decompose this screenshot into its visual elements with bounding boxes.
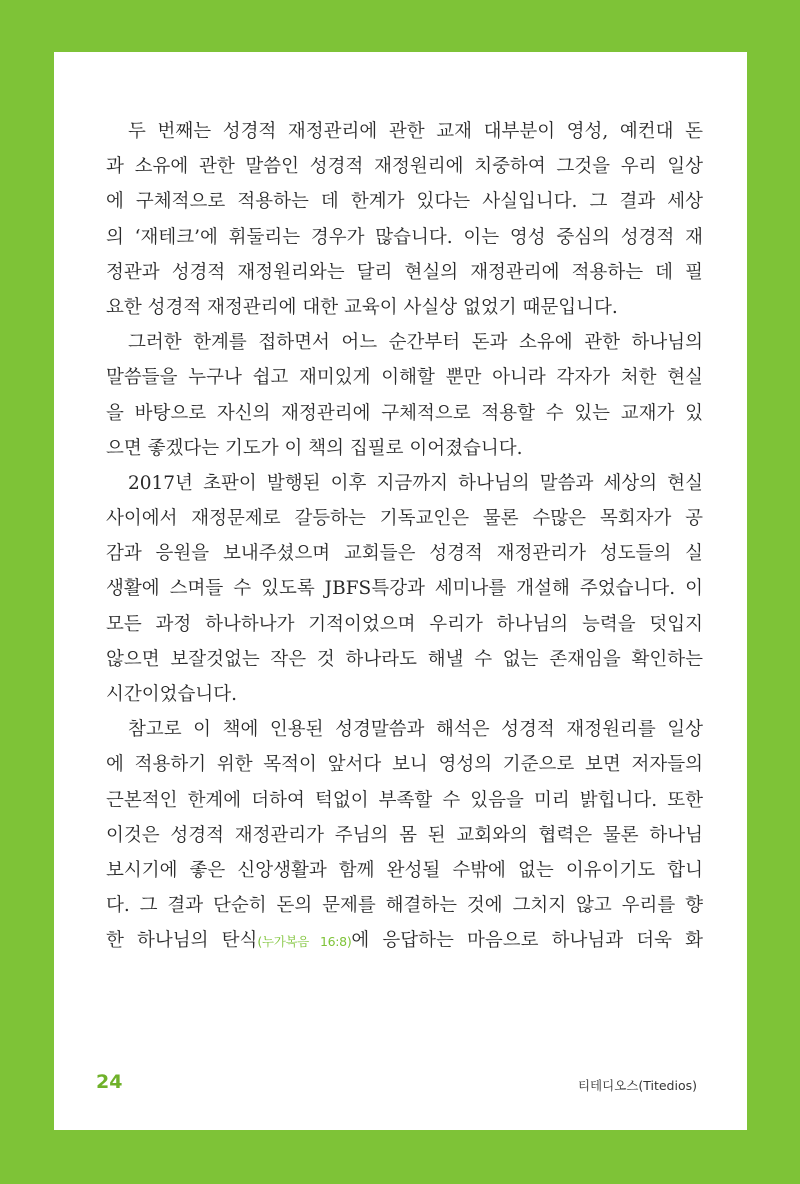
text-line: 에 구체적으로 적용하는 데 한계가 있다는 사실입니다. 그 결과 세상 [106,191,703,213]
scripture-reference: (누가복음 16:8) [257,934,352,950]
text-line: 모든 과정 하나하나가 기적이었으며 우리가 하나님의 능력을 덧입지 [106,613,703,635]
text-line: 정관과 성경적 재정원리와는 달리 현실의 재정관리에 적용하는 데 필 [106,261,703,283]
text-line: 감과 응원을 보내주셨으며 교회들은 성경적 재정관리가 성도들의 실 [106,543,703,565]
text-line: 이것은 성경적 재정관리가 주님의 몸 된 교회와의 협력은 물론 하나님 [106,824,703,846]
text-line: 사이에서 재정문제로 갈등하는 기독교인은 물론 수많은 목회자가 공 [106,508,703,530]
text-line: 말씀들을 누구나 쉽고 재미있게 이해할 뿐만 아니라 각자가 처한 현실 [106,367,703,389]
page-number: 24 [96,1071,123,1093]
text-line: 과 소유에 관한 말씀인 성경적 재정원리에 치중하여 그것을 우리 일상 [106,156,703,178]
text-line: 생활에 스며들 수 있도록 JBFS특강과 세미나를 개설해 주었습니다. 이 [106,578,703,600]
running-title: 티테디오스(Titedios) [577,1078,697,1093]
text-line: 그러한 한계를 접하면서 어느 순간부터 돈과 소유에 관한 하나님의 [128,332,703,354]
text-line: 2017년 초판이 발행된 이후 지금까지 하나님의 말씀과 세상의 현실 [128,472,703,494]
text-segment: 한 하나님의 탄식 [106,930,258,952]
text-line: 으면 좋겠다는 기도가 이 책의 집필로 이어졌습니다. [106,437,523,459]
text-line: 다. 그 결과 단순히 돈의 문제를 해결하는 것에 그치지 않고 우리를 향 [106,895,703,917]
text-line: 보시기에 좋은 신앙생활과 함께 완성될 수밖에 없는 이유이기도 합니 [106,859,703,881]
text-line: 요한 성경적 재정관리에 대한 교육이 사실상 없었기 때문입니다. [106,296,618,318]
text-line-with-reference [106,923,703,958]
text-line: 두 번째는 성경적 재정관리에 관한 교재 대부분이 영성, 예컨대 돈 [128,121,703,142]
text-line: 않으면 보잘것없는 작은 것 하나라도 해낼 수 없는 존재임을 확인하는 [106,648,703,670]
text-segment: 에 응답하는 마음으로 하나님과 더욱 화 [351,930,703,952]
text-line: 근본적인 한계에 더하여 턱없이 부족할 수 있음을 미리 밝힙니다. 또한 [106,789,703,811]
body-text [106,114,703,959]
text-line: 의 ‘재테크’에 휘둘리는 경우가 많습니다. 이는 영성 중심의 성경적 재 [106,226,703,248]
text-line: 참고로 이 책에 인용된 성경말씀과 해석은 성경적 재정원리를 일상 [128,719,703,741]
text-line: 에 적용하기 위한 목적이 앞서다 보니 영성의 기준으로 보면 저자들의 [106,754,703,776]
book-page [54,52,747,1130]
text-line: 시간이었습니다. [106,684,237,705]
text-line: 을 바탕으로 자신의 재정관리에 구체적으로 적용할 수 있는 교재가 있 [106,402,703,424]
